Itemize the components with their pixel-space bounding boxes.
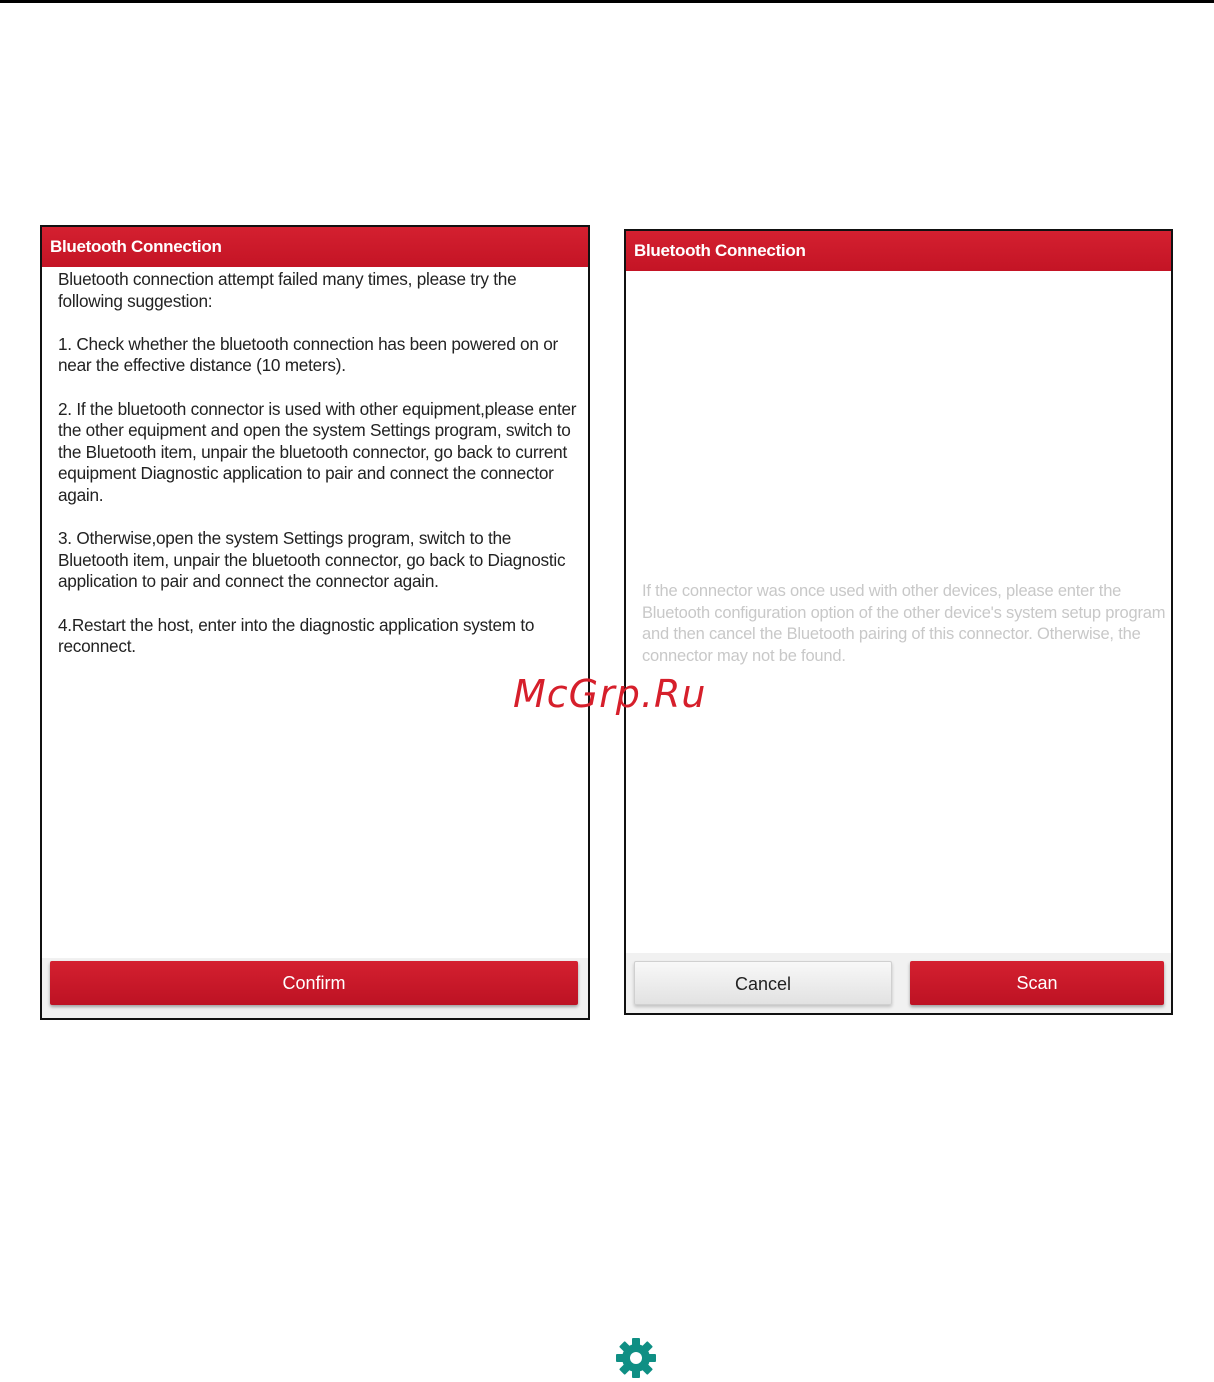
top-rule: [0, 0, 1214, 3]
dialog-message: [42, 267, 588, 958]
dialog-footer: [42, 958, 588, 1018]
scan-button[interactable]: Scan: [910, 961, 1164, 1005]
watermark: McGrp.Ru: [513, 672, 707, 716]
dialog-title: Bluetooth Connection: [626, 231, 1171, 271]
message-intro: Bluetooth connection attempt failed many times, please try the following suggestion:: [58, 269, 517, 311]
gear-icon: [612, 1334, 660, 1382]
suggestion-3: 3. Otherwise,open the system Settings program, switch to the Bluetooth item, unpair the bluetooth connector, go back to Diagnostic application to pair and connect the connector again.: [58, 528, 566, 592]
cancel-button[interactable]: Cancel: [634, 961, 892, 1005]
suggestion-2: 2. If the bluetooth connector is used with other equipment,please enter the other equipment and open the system Settings program, switch to the Bluetooth item, unpair the bluetooth connector, go back to current equipment Diagnostic application to pair and connect the connector again.: [58, 398, 577, 505]
bluetooth-scan-dialog: [624, 229, 1173, 1015]
suggestion-1: 1. Check whether the bluetooth connection has been powered on or near the effective distance (10 meters).: [58, 333, 558, 376]
dialog-footer: [626, 953, 1171, 1013]
dialog-title: Bluetooth Connection: [42, 227, 588, 267]
scan-hint-text: If the connector was once used with other devices, please enter the Bluetooth configuration option of the other device's system setup program and then cancel the Bluetooth pairing of this connector. Otherwise, the connector may not be found.: [642, 582, 1166, 665]
bluetooth-failure-dialog: [40, 225, 590, 1020]
suggestion-4: 4.Restart the host, enter into the diagnostic application system to reconnect.: [58, 614, 535, 657]
confirm-button[interactable]: Confirm: [50, 961, 578, 1005]
